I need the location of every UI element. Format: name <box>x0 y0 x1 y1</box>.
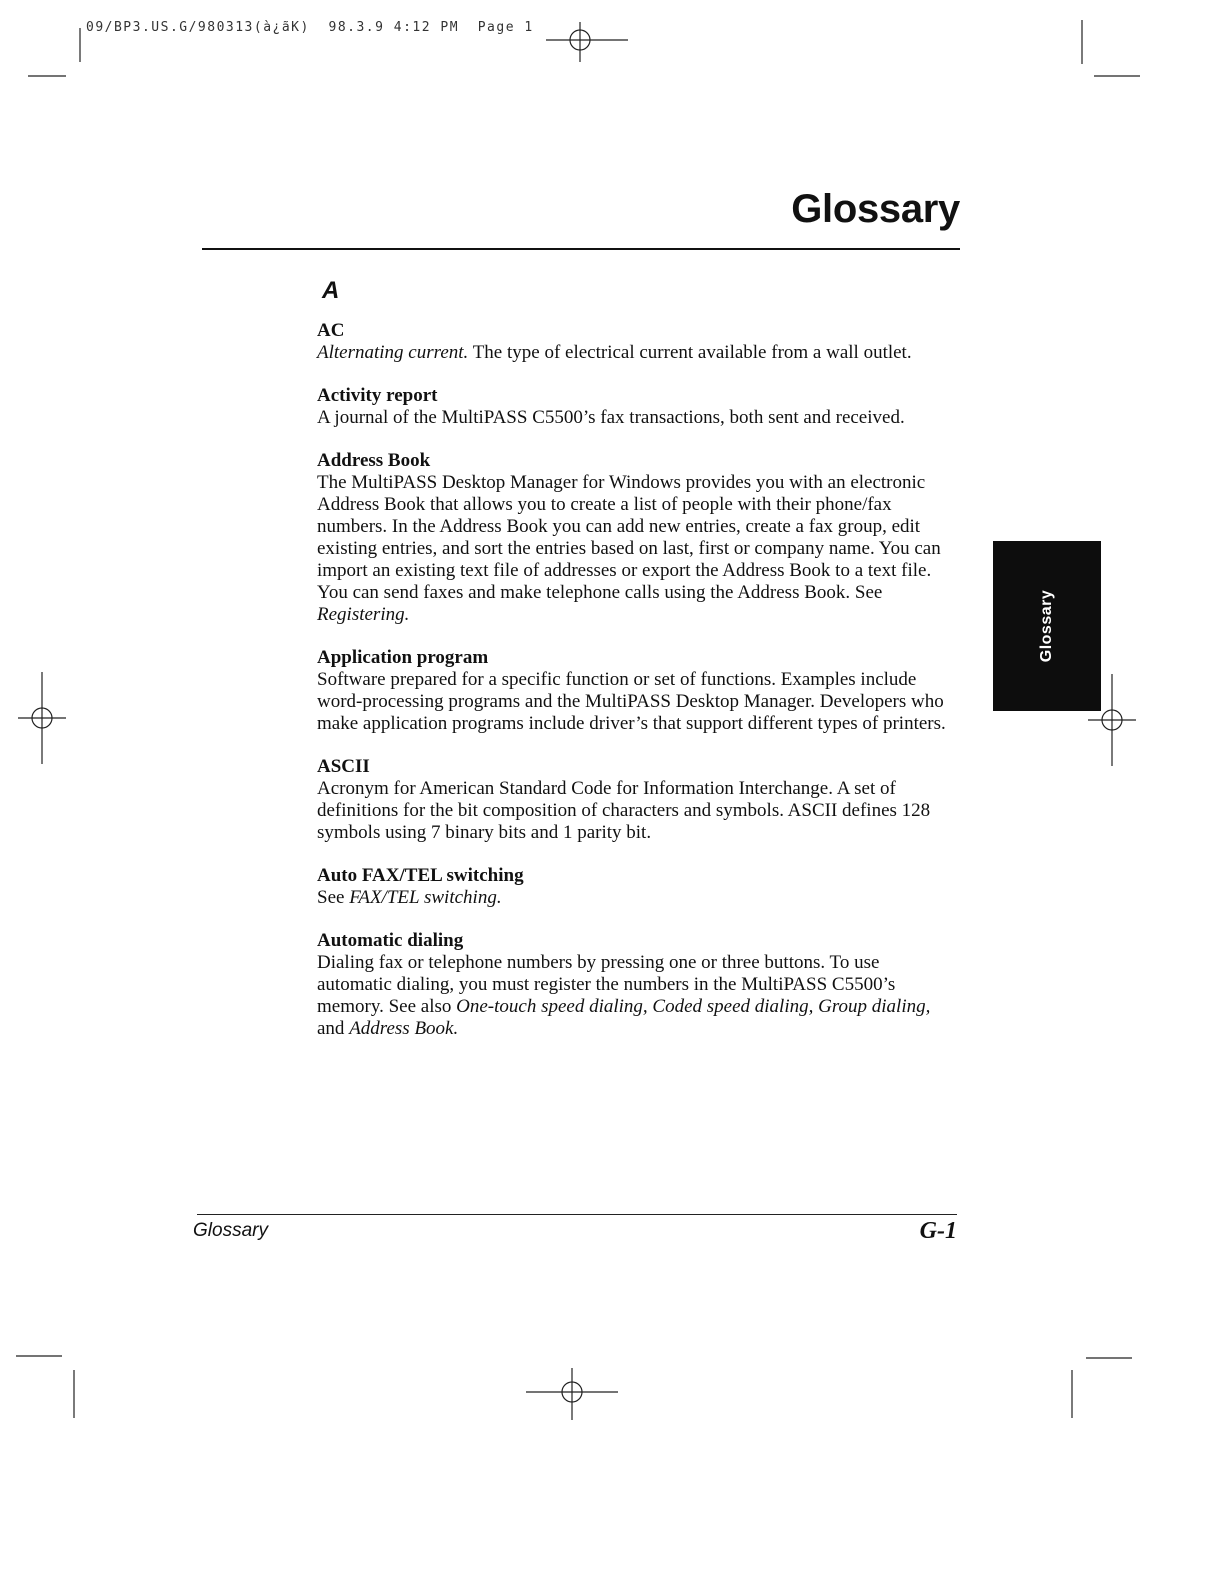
definition-italic-text: Alternating current. <box>317 342 469 363</box>
glossary-term: Application program <box>317 647 489 668</box>
glossary-definition <box>317 472 957 626</box>
definition-text: Software prepared for a specific function or set of functions. Examples include word-processing programs and the MultiPASS Desktop Manager. Developers who make application programs include driver’s that support different types of printers. <box>317 669 946 734</box>
glossary-definition <box>317 407 957 429</box>
definition-text: See <box>317 887 350 908</box>
footer-section-name: Glossary <box>193 1220 268 1241</box>
glossary-entry <box>317 385 957 429</box>
footer-rule <box>197 1214 957 1215</box>
definition-italic-text: Address Book. <box>349 1018 459 1039</box>
glossary-term: AC <box>317 320 345 341</box>
side-tab <box>993 541 1101 711</box>
glossary-definition <box>317 669 957 735</box>
glossary-entry <box>317 930 957 1040</box>
definition-text: Acronym for American Standard Code for Information Interchange. A set of definitions for the bit composition of characters and symbols. ASCII defines 128 symbols using 7 binary bits and 1 parity bit. <box>317 778 931 843</box>
glossary-term: Automatic dialing <box>317 930 464 951</box>
glossary-term: Address Book <box>317 450 431 471</box>
glossary-term: ASCII <box>317 756 370 777</box>
definition-italic-text: FAX/TEL switching. <box>349 887 502 908</box>
glossary-definition <box>317 342 957 364</box>
glossary-entry <box>317 865 957 909</box>
glossary-term: Activity report <box>317 385 438 406</box>
page-number: G-1 <box>919 1218 957 1244</box>
glossary-definition <box>317 952 957 1040</box>
glossary-entries <box>317 320 957 1061</box>
glossary-entry <box>317 756 957 844</box>
print-slug: 09/BP3.US.G/980313(à¿ãK) 98.3.9 4:12 PM Page 1 <box>86 20 534 35</box>
definition-text: The type of electrical current available from a wall outlet. <box>468 342 912 363</box>
title-rule <box>202 248 960 250</box>
side-tab-label: Glossary <box>1038 589 1055 663</box>
page-title: Glossary <box>791 187 960 231</box>
glossary-definition <box>317 887 957 909</box>
definition-italic-text: One-touch speed dialing, Coded speed dialing, Group dialing, <box>456 996 931 1017</box>
glossary-entry <box>317 450 957 626</box>
glossary-term: Auto FAX/TEL switching <box>317 865 524 886</box>
section-letter: A <box>322 277 340 304</box>
glossary-definition <box>317 778 957 844</box>
definition-text: and <box>317 1018 350 1039</box>
definition-italic-text: Registering. <box>317 604 410 625</box>
definition-text: The MultiPASS Desktop Manager for Windows provides you with an electronic Address Book that allows you to create a list of people with their phone/fax numbers. In the Address Book you can add new entries, create a fax group, edit existing entries, and sort the entries based on last, first or company name. You can import an existing text file of addresses or export the Address Book to a text file. You can send faxes and make telephone calls using the Address Book. See <box>317 472 941 603</box>
glossary-entry <box>317 320 957 364</box>
definition-text: A journal of the MultiPASS C5500’s fax transactions, both sent and received. <box>317 407 905 428</box>
definition-text: Dialing fax or telephone numbers by pressing one or three buttons. To use automatic dialing, you must register the numbers in the MultiPASS C5500’s memory. See also <box>317 952 896 1017</box>
glossary-entry <box>317 647 957 735</box>
